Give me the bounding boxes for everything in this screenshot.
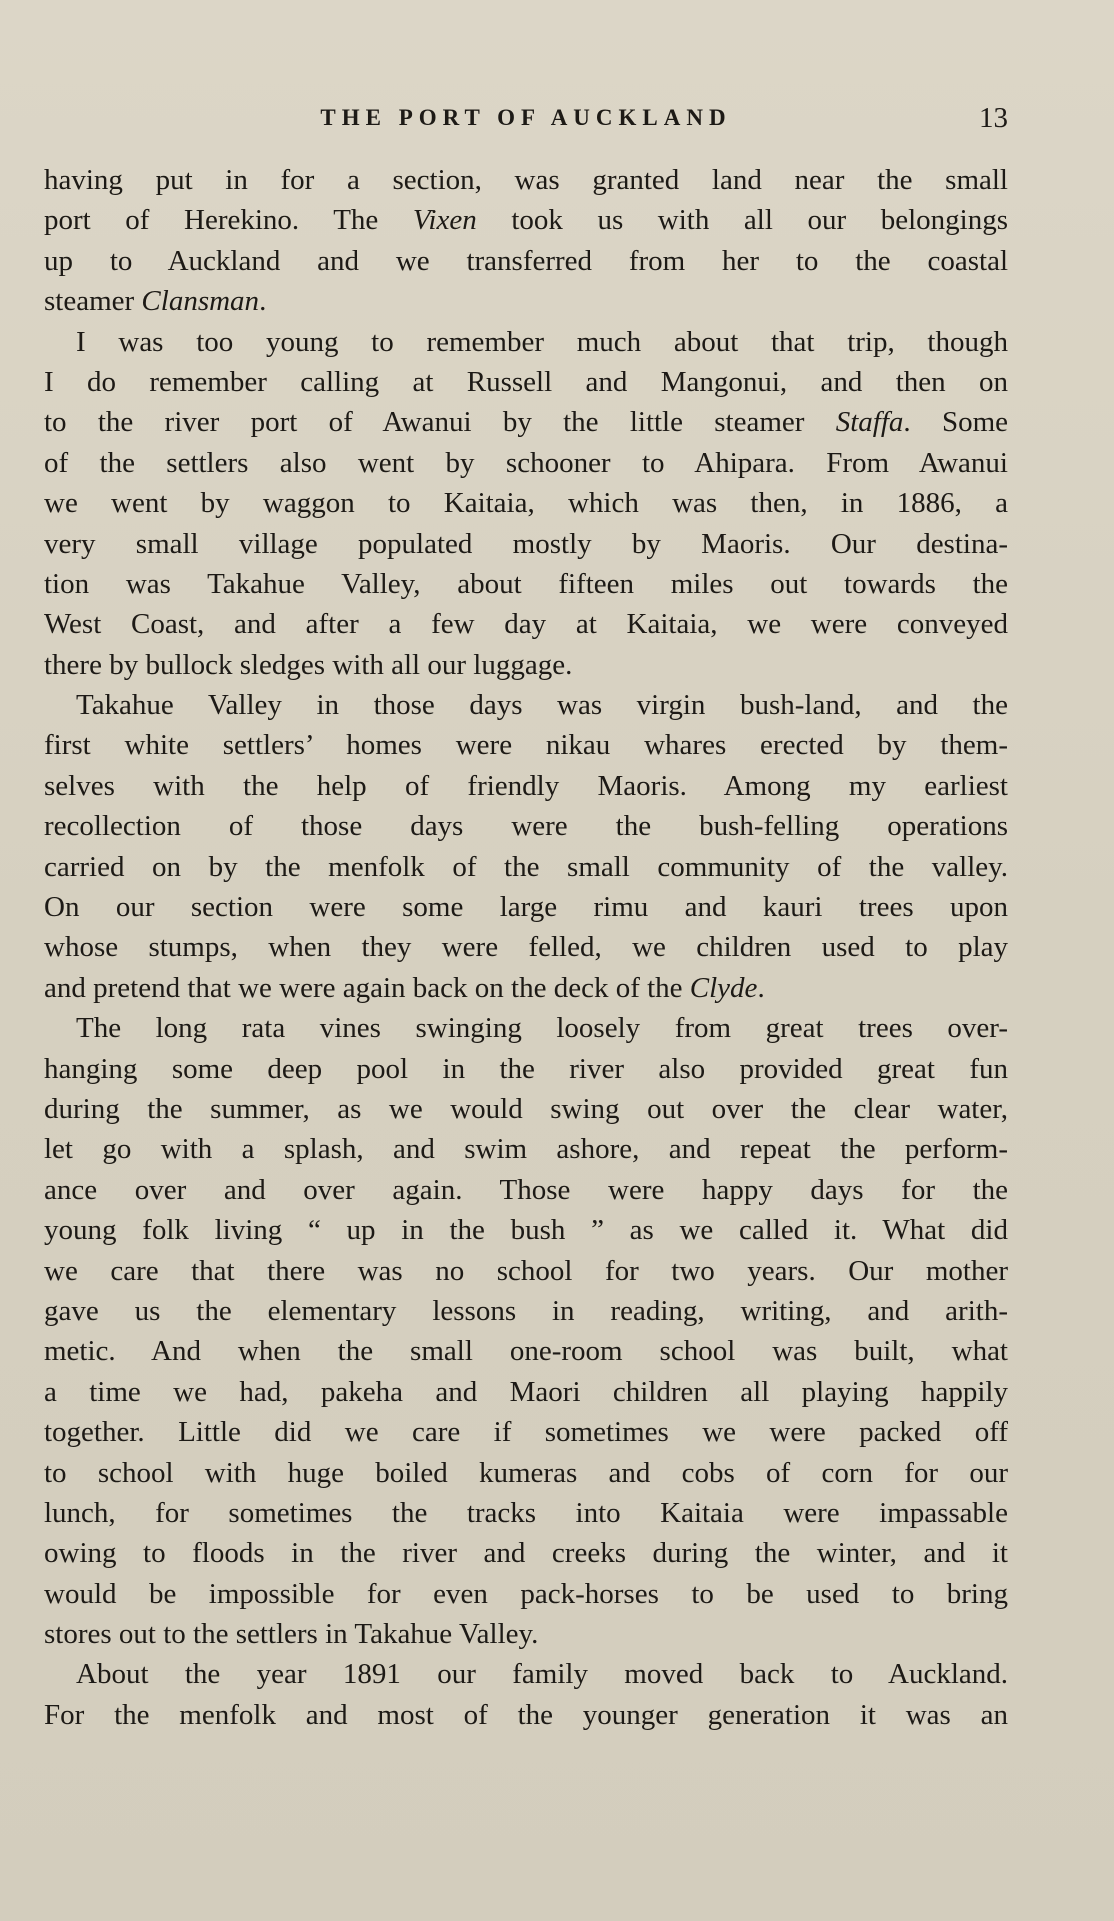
text-line: to school with huge boiled kumeras and cobs of corn for our (44, 1456, 1008, 1489)
text-line: up to Auckland and we transferred from her to the coastal (44, 244, 1008, 277)
text-line: metic. And when the small one-room school was built, what (44, 1335, 1008, 1368)
text-line: owing to floods in the river and creeks during the winter, and it (44, 1537, 1008, 1570)
text-line: ance over and over again. Those were happy days for the (44, 1173, 1008, 1206)
text-line: whose stumps, when they were felled, we children used to play (44, 931, 1008, 964)
text-line: carried on by the menfolk of the small community of the valley. (44, 850, 1008, 883)
text-line: stores out to the settlers in Takahue Valley. (44, 1618, 539, 1651)
text-line: let go with a splash, and swim ashore, and repeat the perform- (44, 1133, 1008, 1166)
text-line: selves with the help of friendly Maoris. Among my earliest (44, 769, 1008, 802)
text-line: together. Little did we care if sometimes we were packed off (44, 1416, 1008, 1449)
ship-name: Clyde (689, 971, 758, 1004)
text-line: About the year 1891 our family moved back to Auckland. (76, 1658, 1008, 1691)
text-line: we went by waggon to Kaitaia, which was then, in 1886, a (44, 487, 1008, 520)
text-line: port of Herekino. The Vixen took us with all our belongings (44, 204, 1008, 237)
text-line: tion was Takahue Valley, about fifteen miles out towards the (44, 567, 1008, 600)
body-text (44, 160, 1008, 1735)
text-line: On our section were some large rimu and kauri trees upon (44, 891, 1008, 924)
ship-name: Clansman (141, 285, 260, 318)
running-head (44, 100, 1008, 136)
text-line: recollection of those days were the bush-felling operations (44, 810, 1008, 843)
text-line: would be impossible for even pack-horses to be used to bring (44, 1577, 1008, 1610)
text-line: a time we had, pakeha and Maori children all playing happily (44, 1375, 1008, 1408)
text-line: gave us the elementary lessons in reading, writing, and arith- (44, 1294, 1008, 1327)
text-line: lunch, for sometimes the tracks into Kaitaia were impassable (44, 1496, 1008, 1529)
text-line: first white settlers’ homes were nikau whares erected by them- (44, 729, 1008, 762)
ship-name: Staffa (835, 406, 904, 439)
text-line: during the summer, as we would swing out over the clear water, (44, 1092, 1008, 1125)
text-line: having put in for a section, was granted land near the small (44, 164, 1008, 196)
text-line: steamer Clansman. (44, 285, 267, 318)
text-line: we care that there was no school for two years. Our mother (44, 1254, 1008, 1287)
text-line: The long rata vines swinging loosely from great trees over- (76, 1012, 1008, 1045)
text-line: of the settlers also went by schooner to Ahipara. From Awanui (44, 446, 1008, 479)
text-line: young folk living “ up in the bush ” as we called it. What did (44, 1214, 1008, 1247)
text-line: I was too young to remember much about that trip, though (76, 325, 1008, 358)
text-line: Takahue Valley in those days was virgin bush-land, and the (76, 689, 1008, 722)
text-line: and pretend that we were again back on the deck of the Clyde. (44, 971, 765, 1004)
ship-name: Vixen (412, 204, 477, 237)
page-number: 13 (979, 102, 1008, 134)
text-line: West Coast, and after a few day at Kaitaia, we were conveyed (44, 608, 1008, 641)
text-line: to the river port of Awanui by the little steamer Staffa. Some (44, 406, 1008, 439)
running-title: THE PORT OF AUCKLAND (320, 105, 732, 130)
text-line: there by bullock sledges with all our luggage. (44, 648, 573, 681)
text-line: hanging some deep pool in the river also provided great fun (44, 1052, 1008, 1085)
text-line: very small village populated mostly by Maoris. Our destina- (44, 527, 1008, 560)
text-line: For the menfolk and most of the younger generation it was an (44, 1698, 1008, 1731)
text-line: I do remember calling at Russell and Mangonui, and then on (44, 365, 1008, 398)
